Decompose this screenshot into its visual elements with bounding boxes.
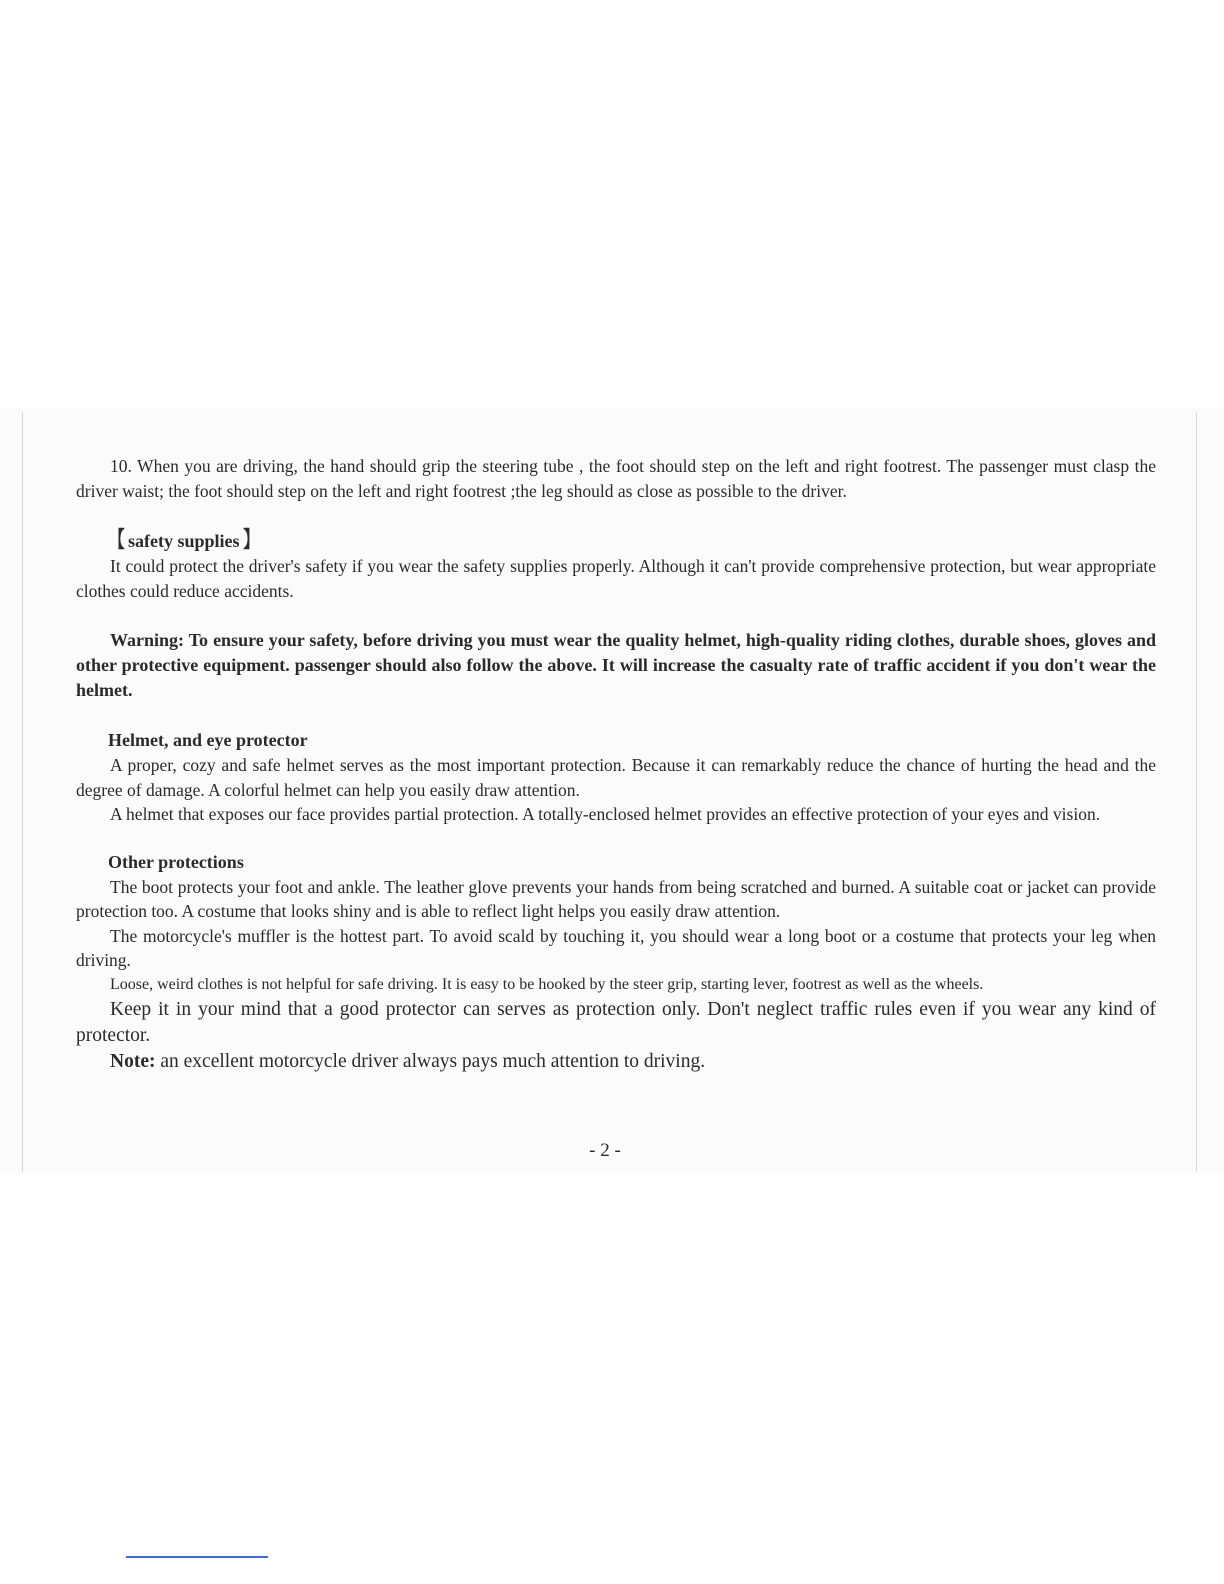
blue-underline-mark: [126, 1556, 268, 1558]
other-protections-paragraph: The motorcycle's muffler is the hottest part. To avoid scald by touching it, you should wear a long boot or a costume that protects your leg when driving.: [76, 925, 1156, 970]
other-protections-paragraph: Keep it in your mind that a good protector can serves as protection only. Don't neglect traffic rules even if you wear any kind of protector.: [76, 999, 1156, 1046]
helmet-heading: Helmet, and eye protector: [108, 730, 308, 750]
safety-supplies-title: safety supplies: [128, 531, 240, 551]
close-bracket: 】: [242, 527, 259, 552]
note-paragraph: [76, 1049, 1156, 1075]
right-page-edge: [1196, 412, 1197, 1172]
safety-supplies-body: It could protect the driver's safety if you wear the safety supplies properly. Although it can't provide comprehensive protection, but wear appropriate clothes could reduce accidents.: [76, 556, 1156, 601]
helmet-paragraph: A proper, cozy and safe helmet serves as the most important protection. Because it can remarkably reduce the chance of hurting the head and the degree of damage. A colorful helmet can help you easily draw attention.: [76, 755, 1156, 800]
note-text: an excellent motorcycle driver always pays much attention to driving.: [155, 1051, 706, 1072]
paragraph-10: 10. When you are driving, the hand should grip the steering tube , the foot should step on the left and right footrest. The passenger must clasp the driver waist; the foot should step on the left and right footrest ;the leg should as close as possible to the driver.: [76, 456, 1156, 501]
other-protections-paragraph: Loose, weird clothes is not helpful for safe driving. It is easy to be hooked by the steer grip, starting lever, footrest as well as the wheels.: [110, 975, 984, 993]
other-protections-paragraph: The boot protects your foot and ankle. The leather glove prevents your hands from being scratched and burned. A suitable coat or jacket can provide protection too. A costume that looks shiny and is able to reflect light helps you easily draw attention.: [76, 876, 1156, 921]
helmet-paragraph: A helmet that exposes our face provides partial protection. A totally-enclosed helmet provides an effective protection of your eyes and vision.: [110, 804, 1101, 824]
section-gap: [76, 827, 1156, 850]
page-number: - 2 -: [589, 1140, 621, 1161]
left-page-edge: [22, 412, 23, 1172]
warning-paragraph: Warning: To ensure your safety, before driving you must wear the quality helmet, high-quality riding clothes, durable shoes, gloves and other protective equipment. passenger should also follow the above. It will increase the casualty rate of traffic accident if you don't wear the helmet.: [76, 630, 1156, 700]
note-label: Note:: [110, 1051, 156, 1072]
other-protections-heading: Other protections: [108, 851, 244, 872]
open-bracket: 【: [109, 527, 125, 552]
safety-supplies-heading: [106, 528, 1156, 553]
manual-page-content: [76, 454, 1156, 1075]
